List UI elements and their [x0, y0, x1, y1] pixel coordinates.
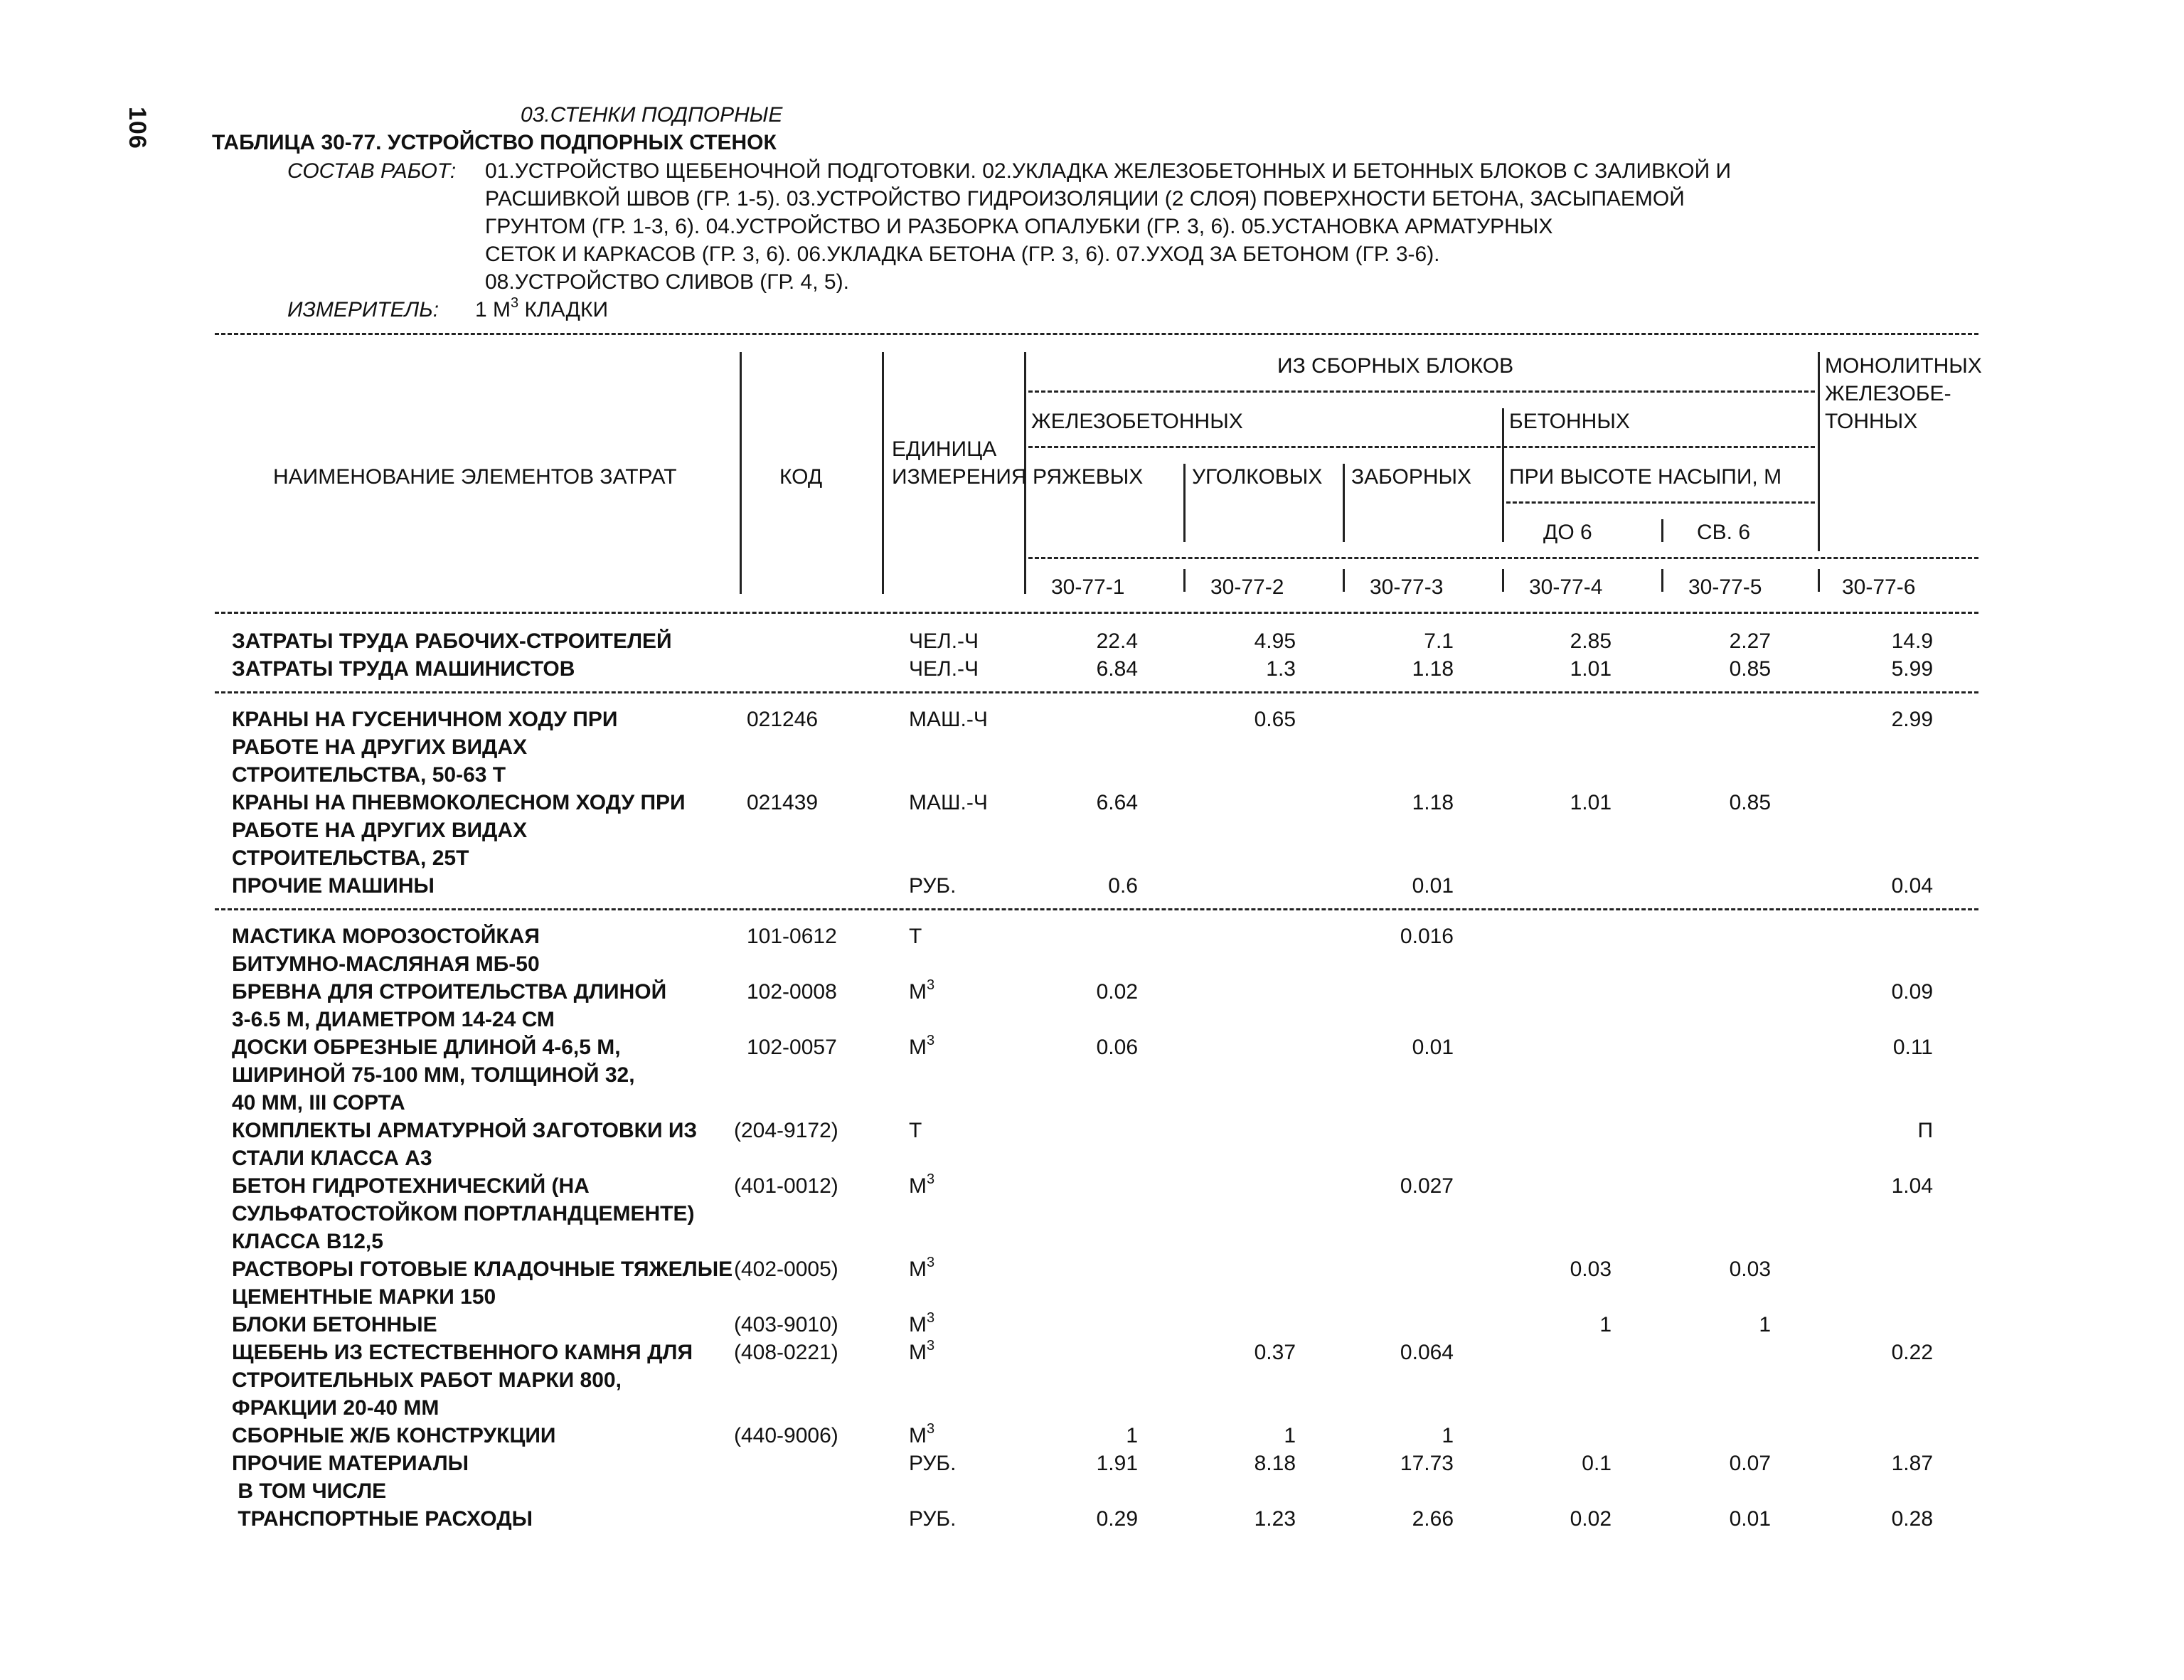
unit-cell: [909, 872, 956, 900]
code-cell: (403-9010): [734, 1313, 838, 1336]
unit-cell: [909, 1311, 934, 1339]
cell-value: 1.87: [1891, 1452, 1933, 1475]
material-name-line: БРЕВНА ДЛЯ СТРОИТЕЛЬСТВА ДЛИНОЙ: [232, 980, 667, 1004]
code-cell: (204-9172): [734, 1119, 838, 1142]
measure-value-suffix: КЛАДКИ: [518, 298, 608, 321]
code-cell: 101-0612: [747, 925, 837, 948]
cell-value: 0.03: [1570, 1258, 1612, 1281]
cell-value: 1.04: [1891, 1174, 1933, 1198]
material-name-line: ДОСКИ ОБРЕЗНЫЕ ДЛИНОЙ 4-6,5 М,: [232, 1036, 621, 1059]
material-name-line: КОМПЛЕКТЫ АРМАТУРНОЙ ЗАГОТОВКИ ИЗ: [232, 1119, 698, 1142]
unit-text: РУБ.: [909, 1507, 957, 1531]
header-divider: [1183, 569, 1186, 592]
cell-value: 0.6: [1108, 874, 1138, 898]
material-name-line: 3-6.5 М, ДИАМЕТРОМ 14-24 СМ: [232, 1008, 555, 1031]
machine-name-line: РАБОТЕ НА ДРУГИХ ВИДАХ: [232, 735, 528, 759]
header-divider: [1502, 569, 1504, 592]
header-code-col5: 30-77-5: [1688, 575, 1762, 599]
header-divider: [1343, 464, 1345, 542]
header-divider: [882, 352, 884, 594]
header-top-rule: [215, 333, 1978, 335]
cell-value: 1: [1284, 1424, 1296, 1447]
material-name-line: БИТУМНО-МАСЛЯНАЯ МБ-50: [232, 952, 540, 976]
cell-value: 5.99: [1891, 657, 1933, 681]
header-unit-line1: ЕДИНИЦА: [892, 437, 997, 461]
material-name-line: В ТОМ ЧИСЛЕ: [232, 1479, 387, 1503]
material-name-line: БЕТОН ГИДРОТЕХНИЧЕСКИЙ (НА: [232, 1174, 590, 1198]
material-name-line: ЩЕБЕНЬ ИЗ ЕСТЕСТВЕННОГО КАМНЯ ДЛЯ: [232, 1341, 693, 1364]
cost-item-name: ЗАТРАТЫ ТРУДА МАШИНИСТОВ: [232, 657, 575, 681]
unit-text: М: [909, 1174, 927, 1198]
code-cell: (401-0012): [734, 1174, 838, 1198]
cell-value: 0.22: [1891, 1341, 1933, 1364]
unit-superscript: 3: [927, 1255, 935, 1270]
unit-text: М: [909, 1341, 927, 1364]
header-divider: [1661, 569, 1663, 592]
header-divider: [1818, 569, 1820, 592]
machine-name-line: РАБОТЕ НА ДРУГИХ ВИДАХ: [232, 819, 528, 842]
unit-superscript: 3: [927, 1171, 935, 1187]
cell-value: 2.27: [1729, 629, 1771, 653]
unit-text: Т: [909, 1119, 922, 1142]
cell-value: 0.02: [1096, 980, 1138, 1004]
code-cell: 102-0057: [747, 1036, 837, 1059]
header-sub-rc: ЖЕЛЕЗОБЕТОННЫХ: [1031, 410, 1243, 433]
material-name-line: СТАЛИ КЛАССА А3: [232, 1147, 432, 1170]
header-divider: [1343, 569, 1345, 592]
page-number: 106: [124, 107, 151, 149]
unit-superscript: 3: [927, 1310, 935, 1326]
cell-value: 0.07: [1729, 1452, 1771, 1475]
cell-value: 1.18: [1412, 791, 1454, 814]
header-divider: [1502, 408, 1504, 542]
header-code-col2: 30-77-2: [1210, 575, 1284, 599]
unit-text: РУБ.: [909, 1452, 957, 1475]
material-name-line: ПРОЧИЕ МАТЕРИАЛЫ: [232, 1452, 469, 1475]
measure-label: ИЗМЕРИТЕЛЬ:: [287, 298, 440, 321]
material-name-line: 40 ММ, III СОРТА: [232, 1091, 405, 1115]
cell-value: 1.91: [1096, 1452, 1138, 1475]
header-rule: [1028, 390, 1815, 393]
unit-cell: [909, 655, 979, 683]
code-cell: (408-0221): [734, 1341, 838, 1364]
cell-value: 0.11: [1892, 1036, 1933, 1059]
material-name-line: СТРОИТЕЛЬНЫХ РАБОТ МАРКИ 800,: [232, 1368, 622, 1392]
cell-value: 1.3: [1266, 657, 1296, 681]
header-divider: [740, 352, 742, 594]
cell-value: 0.02: [1570, 1507, 1612, 1531]
header-rule: [1028, 557, 1978, 559]
header-col-fence: ЗАБОРНЫХ: [1351, 465, 1472, 489]
cell-value: 4.95: [1254, 629, 1296, 653]
header-code-col3: 30-77-3: [1370, 575, 1444, 599]
cell-value: 2.99: [1891, 708, 1933, 731]
measure-value: [475, 296, 608, 324]
code-cell: 021246: [747, 708, 819, 731]
unit-cell: [909, 923, 922, 950]
header-col-height: ПРИ ВЫСОТЕ НАСЫПИ, М: [1509, 465, 1782, 489]
cell-value: 1: [1126, 1424, 1138, 1447]
cell-value: 6.64: [1096, 791, 1138, 814]
cell-value: 0.016: [1400, 925, 1454, 948]
composition-line: 01.УСТРОЙСТВО ЩЕБЕНОЧНОЙ ПОДГОТОВКИ. 02.УКЛАДКА ЖЕЛЕЗОБЕТОННЫХ И БЕТОННЫХ БЛОКОВ С ЗАЛИВКОЙ И: [485, 159, 1732, 183]
cell-value: 0.09: [1891, 980, 1933, 1004]
cell-value: 1.01: [1570, 657, 1612, 681]
cell-value: 0.01: [1729, 1507, 1771, 1531]
material-name-line: ЦЕМЕНТНЫЕ МАРКИ 150: [232, 1285, 496, 1309]
material-name-line: БЛОКИ БЕТОННЫЕ: [232, 1313, 437, 1336]
measure-value-prefix: 1 М: [475, 298, 511, 321]
unit-cell: [909, 1422, 934, 1450]
unit-text: РУБ.: [909, 874, 957, 898]
cell-value: 0.01: [1412, 874, 1454, 898]
cell-value: 0.027: [1400, 1174, 1454, 1198]
unit-cell: [909, 627, 979, 655]
cell-value: 0.03: [1729, 1258, 1771, 1281]
header-bottom-rule: [215, 612, 1978, 614]
unit-superscript: 3: [927, 977, 935, 993]
unit-cell: [909, 1505, 956, 1533]
unit-cell: [909, 1033, 934, 1061]
header-col-angle: УГОЛКОВЫХ: [1192, 465, 1323, 489]
header-group-prefab: ИЗ СБОРНЫХ БЛОКОВ: [1277, 354, 1514, 378]
cell-value: 1: [1599, 1313, 1612, 1336]
unit-cell: [909, 1339, 934, 1366]
cell-value: 1.18: [1412, 657, 1454, 681]
unit-text: М: [909, 1313, 927, 1336]
header-col-upto6: ДО 6: [1543, 521, 1592, 544]
header-group-monolith-line2: ЖЕЛЕЗОБЕ-: [1825, 382, 1951, 405]
cell-value: 7.1: [1424, 629, 1454, 653]
machine-name-line: КРАНЫ НА ГУСЕНИЧНОМ ХОДУ ПРИ: [232, 708, 618, 731]
unit-cell: [909, 706, 988, 733]
header-unit-line2: ИЗМЕРЕНИЯ: [892, 465, 1027, 489]
composition-label: СОСТАВ РАБОТ:: [287, 159, 457, 183]
unit-text: Т: [909, 925, 922, 948]
unit-cell: [909, 1117, 922, 1144]
header-sub-concrete: БЕТОННЫХ: [1509, 410, 1630, 433]
machine-name-line: КРАНЫ НА ПНЕВМОКОЛЕСНОМ ХОДУ ПРИ: [232, 791, 686, 814]
material-name-line: РАСТВОРЫ ГОТОВЫЕ КЛАДОЧНЫЕ ТЯЖЕЛЫЕ: [232, 1258, 733, 1281]
unit-cell: [909, 1450, 956, 1477]
cell-value: 0.064: [1400, 1341, 1454, 1364]
material-name-line: КЛАССА В12,5: [232, 1230, 383, 1253]
machine-name-line: СТРОИТЕЛЬСТВА, 50-63 Т: [232, 763, 506, 787]
machine-name-line: СТРОИТЕЛЬСТВА, 25Т: [232, 846, 469, 870]
cell-value: 2.85: [1570, 629, 1612, 653]
header-divider: [1661, 519, 1663, 542]
composition-line: 08.УСТРОЙСТВО СЛИВОВ (ГР. 4, 5).: [485, 270, 849, 294]
cell-value: 0.06: [1096, 1036, 1138, 1059]
cell-value: 0.28: [1891, 1507, 1933, 1531]
unit-text: М: [909, 1424, 927, 1447]
unit-cell: [909, 789, 988, 817]
cell-value: 1: [1759, 1313, 1771, 1336]
cell-value: 0.29: [1096, 1507, 1138, 1531]
section-rule: [215, 691, 1978, 693]
cell-value: 22.4: [1096, 629, 1138, 653]
material-name-line: ШИРИНОЙ 75-100 ММ, ТОЛЩИНОЙ 32,: [232, 1063, 635, 1087]
header-divider: [1818, 352, 1820, 551]
unit-cell: [909, 1172, 934, 1200]
material-name-line: ТРАНСПОРТНЫЕ РАСХОДЫ: [232, 1507, 533, 1531]
cell-value: 1.01: [1570, 791, 1612, 814]
header-group-monolith-line3: ТОННЫХ: [1825, 410, 1918, 433]
unit-text: М: [909, 980, 927, 1004]
section-title: 03.СТЕНКИ ПОДПОРНЫЕ: [521, 103, 783, 127]
cost-item-name: ЗАТРАТЫ ТРУДА РАБОЧИХ-СТРОИТЕЛЕЙ: [232, 629, 672, 653]
material-name-line: МАСТИКА МОРОЗОСТОЙКАЯ: [232, 925, 540, 948]
code-cell: 102-0008: [747, 980, 837, 1004]
cell-value: 1: [1442, 1424, 1454, 1447]
cell-value: 14.9: [1891, 629, 1933, 653]
cell-value: 0.1: [1582, 1452, 1612, 1475]
unit-text: МАШ.-Ч: [909, 791, 988, 814]
header-col-over6: СВ. 6: [1697, 521, 1751, 544]
cell-value: П: [1917, 1119, 1933, 1142]
unit-text: М: [909, 1036, 927, 1059]
cell-value: 0.85: [1729, 791, 1771, 814]
cell-value: 1.23: [1254, 1507, 1296, 1531]
header-code: КОД: [779, 465, 823, 489]
cell-value: 17.73: [1400, 1452, 1454, 1475]
table-title: ТАБЛИЦА 30-77. УСТРОЙСТВО ПОДПОРНЫХ СТЕНОК: [212, 131, 777, 154]
composition-line: СЕТОК И КАРКАСОВ (ГР. 3, 6). 06.УКЛАДКА БЕТОНА (ГР. 3, 6). 07.УХОД ЗА БЕТОНОМ (ГР. 3-6).: [485, 243, 1440, 266]
unit-text: М: [909, 1258, 927, 1281]
code-cell: (402-0005): [734, 1258, 838, 1281]
cell-value: 2.66: [1412, 1507, 1454, 1531]
unit-text: МАШ.-Ч: [909, 708, 988, 731]
header-code-col1: 30-77-1: [1051, 575, 1125, 599]
header-divider: [1183, 464, 1186, 542]
unit-text: ЧЕЛ.-Ч: [909, 629, 979, 653]
unit-cell: [909, 978, 934, 1006]
header-group-monolith-line1: МОНОЛИТНЫХ: [1825, 354, 1982, 378]
cell-value: 0.65: [1254, 708, 1296, 731]
unit-superscript: 3: [927, 1033, 935, 1048]
header-col-rib: РЯЖЕВЫХ: [1033, 465, 1144, 489]
header-rule: [1028, 446, 1815, 448]
cell-value: 0.37: [1254, 1341, 1296, 1364]
unit-cell: [909, 1255, 934, 1283]
header-rule: [1506, 501, 1815, 504]
measure-value-sup: 3: [511, 295, 519, 311]
code-cell: 021439: [747, 791, 819, 814]
composition-line: ГРУНТОМ (ГР. 1-3, 6). 04.УСТРОЙСТВО И РАЗБОРКА ОПАЛУБКИ (ГР. 3, 6). 05.УСТАНОВКА АРМАТУРНЫХ: [485, 215, 1553, 238]
header-code-col4: 30-77-4: [1529, 575, 1603, 599]
cell-value: 8.18: [1254, 1452, 1296, 1475]
unit-superscript: 3: [927, 1338, 935, 1354]
cell-value: 0.04: [1891, 874, 1933, 898]
material-name-line: СУЛЬФАТОСТОЙКОМ ПОРТЛАНДЦЕМЕНТЕ): [232, 1202, 695, 1226]
code-cell: (440-9006): [734, 1424, 838, 1447]
material-name-line: СБОРНЫЕ Ж/Б КОНСТРУКЦИИ: [232, 1424, 556, 1447]
section-rule: [215, 908, 1978, 910]
unit-text: ЧЕЛ.-Ч: [909, 657, 979, 681]
header-name: НАИМЕНОВАНИЕ ЭЛЕМЕНТОВ ЗАТРАТ: [273, 465, 677, 489]
composition-line: РАСШИВКОЙ ШВОВ (ГР. 1-5). 03.УСТРОЙСТВО ГИДРОИЗОЛЯЦИИ (2 СЛОЯ) ПОВЕРХНОСТИ БЕТОНА, ЗАСЫПАЕМОЙ: [485, 187, 1685, 211]
cell-value: 0.85: [1729, 657, 1771, 681]
material-name-line: ФРАКЦИИ 20-40 ММ: [232, 1396, 440, 1420]
cell-value: 6.84: [1096, 657, 1138, 681]
unit-superscript: 3: [927, 1421, 935, 1437]
cell-value: 0.01: [1412, 1036, 1454, 1059]
machine-name-line: ПРОЧИЕ МАШИНЫ: [232, 874, 435, 898]
header-code-col6: 30-77-6: [1842, 575, 1916, 599]
